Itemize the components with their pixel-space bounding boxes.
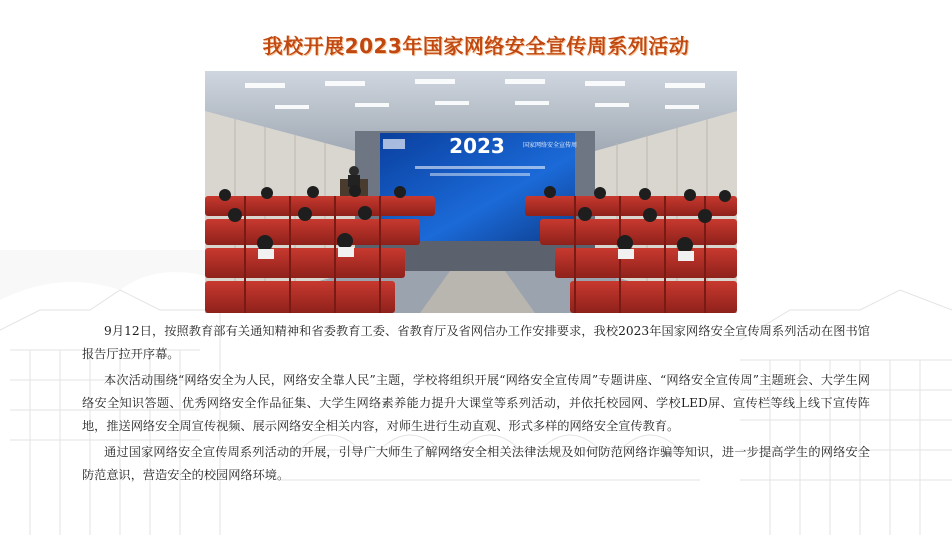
paragraph-2: 本次活动围绕“网络安全为人民，网络安全靠人民”主题，学校将组织开展“网络安全宣传周”专题讲座、“网络安全宣传周”主题班会、大学生网络安全知识答题、优秀网络安全作品征集、大学生网络素养能力提升大课堂等系列活动，并依托校园网、学校LED屏、宣传栏等线上线下宣传阵地，推送网络安全周宣传视频、展示网络安全相关内容，对师生进行生动直观、形式多样的网络安全宣传教育。 (82, 373, 870, 433)
screen-title-text: 国家网络安全宣传周 (523, 142, 578, 149)
paragraph-3: 通过国家网络安全宣传周系列活动的开展，引导广大师生了解网络安全相关法律法规及如何防范网络诈骗等知识，进一步提高学生的网络安全防范意识，营造安全的校园网络环境。 (82, 445, 870, 482)
lecture-hall-photo (205, 71, 737, 313)
article-body (82, 320, 870, 490)
page-title: 我校开展2023年国家网络安全宣传周系列活动 (262, 34, 690, 58)
paragraph-1: 9月12日，按照教育部有关通知精神和省委教育工委、省教育厅及省网信办工作安排要求，我校2023年国家网络安全宣传周系列活动在图书馆报告厅拉开序幕。 (82, 324, 870, 361)
event-photo (205, 71, 737, 313)
screen-year-text: 2023 (449, 134, 505, 158)
